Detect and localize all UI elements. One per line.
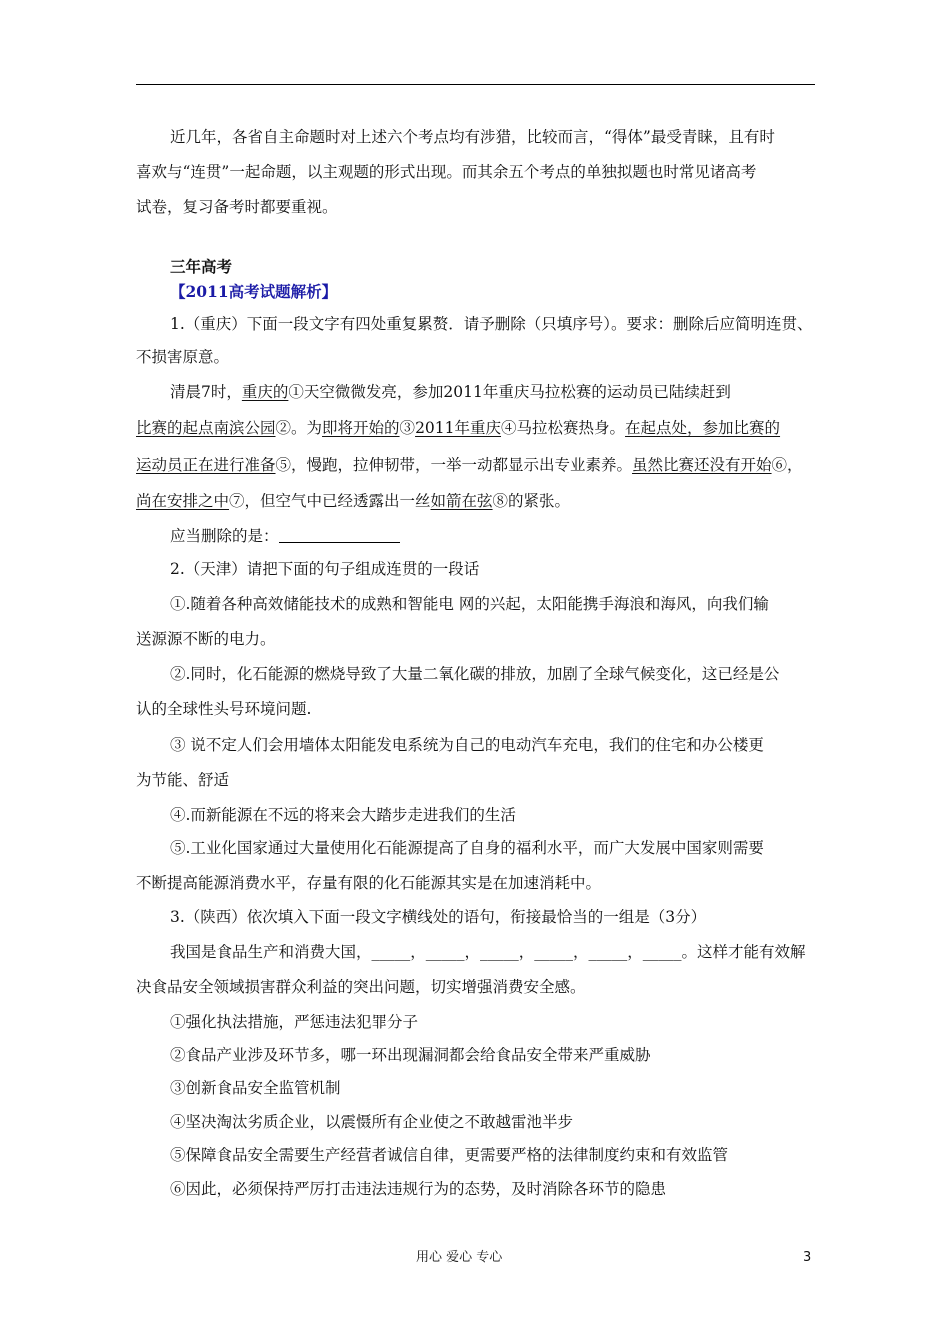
- q2-sentence: ②.同时，化石能源的燃烧导致了大量二氧化碳的排放，加剧了全球气候变化，这已经是公: [170, 665, 780, 683]
- page-number: 3: [803, 1250, 812, 1265]
- q2-sentence: ①.随着各种高效储能技术的成熟和智能电 网的兴起，太阳能携手海浪和海风，向我们输: [170, 595, 769, 613]
- q3-option: ②食品产业涉及环节多，哪一环出现漏洞都会给食品安全带来严重威胁: [170, 1046, 651, 1064]
- q3-option: ④坚决淘汰劣质企业，以震慑所有企业使之不敢越雷池半步: [170, 1113, 574, 1131]
- underlined-phrase: 比赛的起点南滨公园: [136, 419, 276, 437]
- answer-blank[interactable]: [279, 527, 400, 543]
- footer-motto: 用心 爱心 专心: [416, 1250, 503, 1265]
- q1-stem: 1.（重庆）下面一段文字有四处重复累赘．请予删除（只填序号）。要求：删除后应简明连贯、: [170, 315, 813, 333]
- text: ⑥，: [771, 456, 803, 474]
- underlined-phrase: 2011年重庆: [415, 419, 502, 437]
- q1-passage-line: [136, 418, 815, 438]
- q3-stem: 3.（陕西）依次填入下面一段文字横线处的语句，衔接最恰当的一组是（3分）: [170, 908, 707, 926]
- underlined-phrase: 即将开始的: [322, 419, 400, 437]
- q2-sentence: ④.而新能源在不远的将来会大踏步走进我们的生活: [170, 806, 516, 824]
- section-tag: 【2011高考试题解析】: [170, 282, 338, 301]
- q2-sentence: 送源源不断的电力。: [136, 630, 276, 648]
- text: ③: [399, 419, 416, 437]
- text: ⑦，但空气中已经透露出一丝: [229, 492, 431, 510]
- header-rule: [136, 84, 815, 85]
- q1-answer-line: [170, 526, 815, 546]
- text: ②。为: [275, 419, 323, 437]
- q2-sentence: 不断提高能源消费水平，存量有限的化石能源其实是在加速消耗中。: [136, 874, 602, 892]
- q3-option: ①强化执法措施，严惩违法犯罪分子: [170, 1013, 419, 1031]
- text: ⑧的紧张。: [492, 492, 571, 510]
- q3-option: ⑥因此，必须保持严厉打击违法违规行为的态势，及时消除各环节的隐患: [170, 1180, 667, 1198]
- q2-sentence: 认的全球性头号环境问题.: [136, 700, 312, 718]
- text: ①天空微微发亮，参加2011年重庆马拉松赛的运动员已陆续赶到: [288, 383, 731, 401]
- q3-option: ⑤保障食品安全需要生产经营者诚信自律，更需要严格的法律制度约束和有效监管: [170, 1146, 729, 1164]
- q3-passage-line: 决食品安全领域损害群众利益的突出问题，切实增强消费安全感。: [136, 978, 586, 996]
- q2-sentence: 为节能、舒适: [136, 771, 230, 789]
- intro-line: 近几年，各省自主命题时对上述六个考点均有涉猎，比较而言，“得体”最受青睐，且有时: [170, 128, 775, 146]
- text: ⑤，慢跑，拉伸韧带，一举一动都显示出专业素养。: [275, 456, 633, 474]
- q1-passage-line: [170, 382, 815, 402]
- underlined-phrase: 虽然比赛还没有开始: [632, 456, 772, 474]
- q1-stem: 不损害原意。: [136, 348, 230, 366]
- underlined-phrase: 在起点处，参加比赛的: [625, 419, 781, 437]
- underlined-phrase: 重庆的: [241, 383, 289, 401]
- text: ④马拉松赛热身。: [501, 419, 626, 437]
- q1-passage-line: [136, 455, 815, 475]
- underlined-phrase: 尚在安排之中: [136, 492, 230, 510]
- answer-label: 应当删除的是：: [170, 527, 279, 545]
- section-title: 三年高考: [170, 257, 233, 276]
- q3-passage-line: 我国是食品生产和消费大国，_____，_____，_____，_____，_____，_____。这样才能有效解: [170, 943, 806, 961]
- q2-sentence: ⑤.工业化国家通过大量使用化石能源提高了自身的福利水平，而广大发展中国家则需要: [170, 839, 764, 857]
- text: 清晨7时，: [170, 383, 242, 401]
- q3-option: ③创新食品安全监管机制: [170, 1079, 341, 1097]
- underlined-phrase: 如箭在弦: [430, 492, 493, 510]
- underlined-phrase: 运动员正在进行准备: [136, 456, 276, 474]
- intro-line: 喜欢与“连贯”一起命题，以主观题的形式出现。而其余五个考点的单独拟题也时常见诸高考: [136, 163, 757, 181]
- intro-line: 试卷，复习备考时都要重视。: [136, 198, 338, 216]
- q2-stem: 2.（天津）请把下面的句子组成连贯的一段话: [170, 560, 480, 578]
- q1-passage-line: [136, 491, 815, 511]
- q2-sentence: ③ 说不定人们会用墙体太阳能发电系统为自己的电动汽车充电，我们的住宅和办公楼更: [170, 736, 764, 754]
